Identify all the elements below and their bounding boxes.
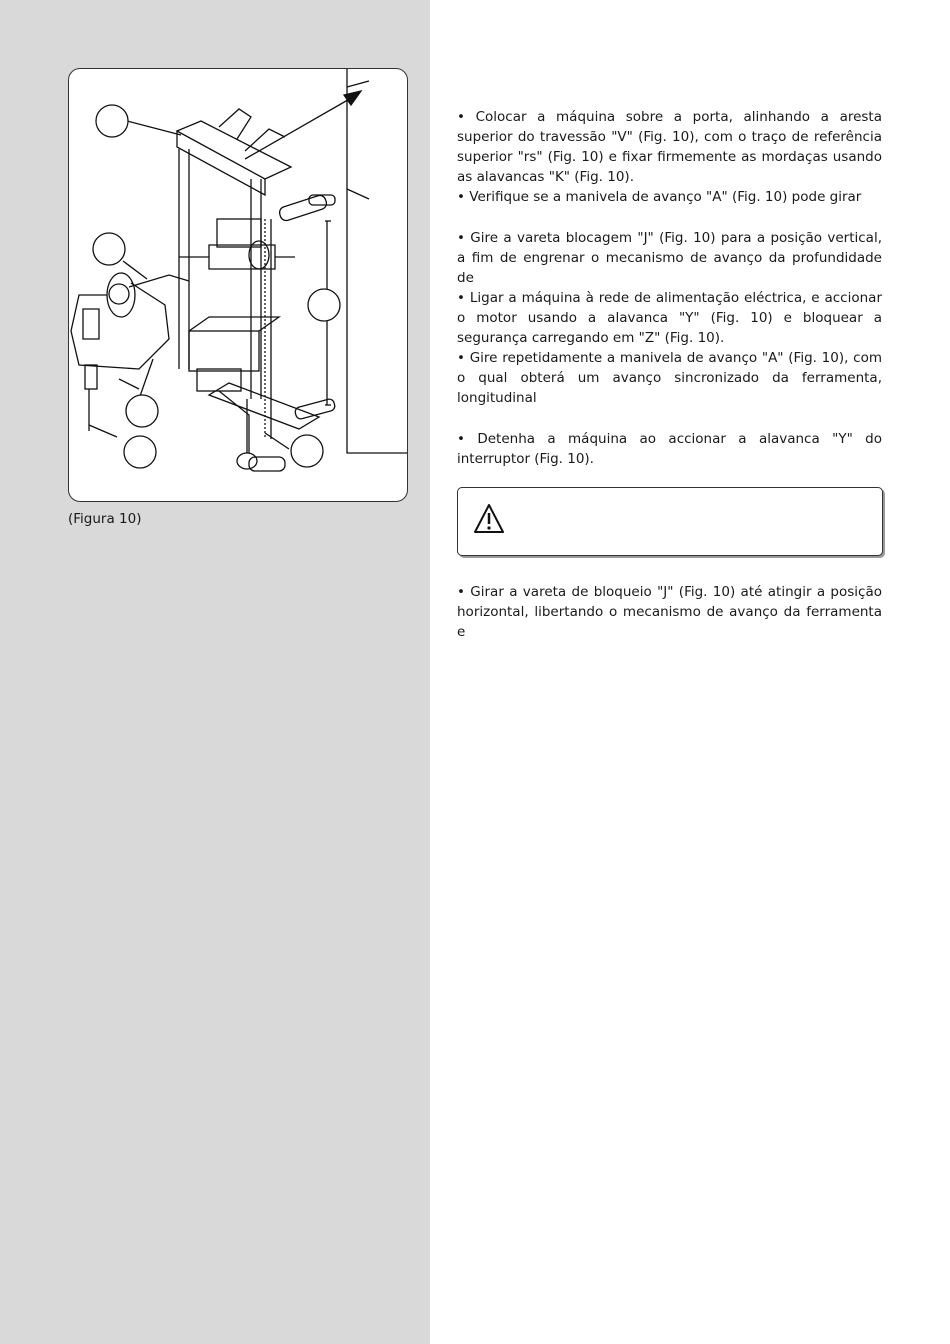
callout-bubble [93,233,125,265]
callout-bubble [124,436,156,468]
paragraph-text: • Verifique se a manivela de avanço "A" (Fig. 10) pode girar [457,189,862,205]
figure-caption: (Figura 10) [68,511,142,527]
paragraph-1 [457,107,882,207]
callout-bubble [308,289,340,321]
warning-triangle-icon [472,502,506,536]
paragraph-text: • Gire a vareta blocagem "J" (Fig. 10) para a posição vertical, a fim de engrenar o mecanismo de avanço da profundidade de [457,230,882,286]
paragraph-2 [457,228,882,288]
paragraph-text: • Girar a vareta de bloqueio "J" (Fig. 10) até atingir a posição horizontal, libertando o mecanismo de avanço da ferramenta e [457,584,882,640]
warning-box [457,487,883,556]
callout-bubble [291,435,323,467]
machine-illustration [69,69,407,501]
paragraph-text: • Ligar a máquina à rede de alimentação eléctrica, e accionar o motor usando a alavanca "Y" (Fig. 10) e bloquear a segurança carregando em "Z" (Fig. 10). [457,290,882,346]
figure-10-frame [68,68,408,502]
paragraph-text: • Colocar a máquina sobre a porta, alinhando a aresta superior do travessão "V" (Fig. 10), com o traço de referência superior "rs" (Fig. 10) e fixar firmemente as mordaças usando as alavancas "K" (Fig. 10). [457,109,882,185]
callout-bubble [126,395,158,427]
paragraph-3 [457,288,882,408]
paragraph-text: • Detenha a máquina ao accionar a alavanca "Y" do interruptor (Fig. 10). [457,431,882,467]
paragraph-text: • Gire repetidamente a manivela de avanço "A" (Fig. 10), com o qual obterá um avanço sincronizado da ferramenta, longitudinal [457,350,882,406]
paragraph-5 [457,582,882,642]
paragraph-4 [457,429,882,469]
callout-bubble [96,105,128,137]
